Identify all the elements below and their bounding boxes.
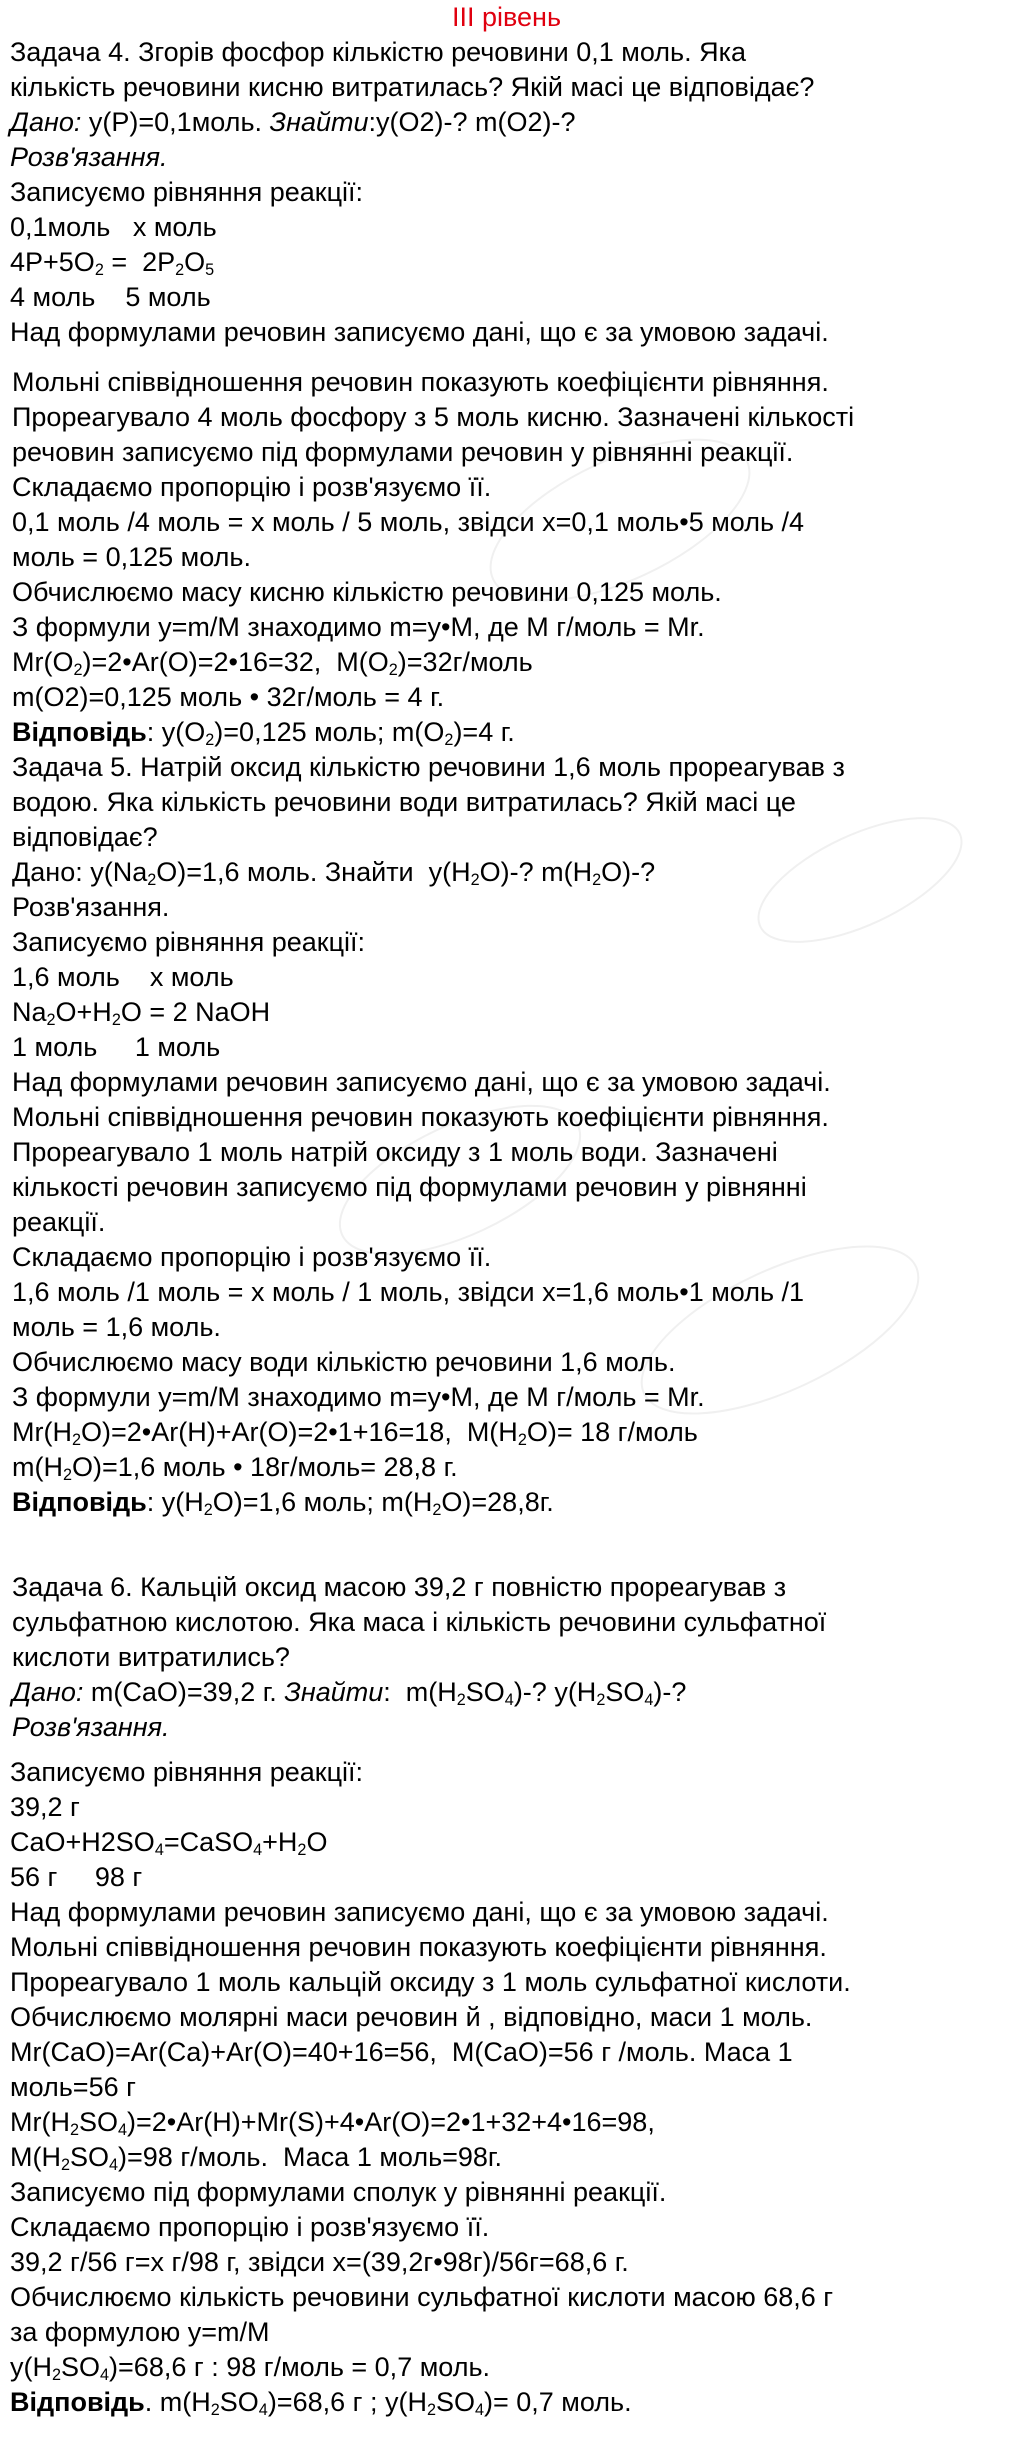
text-line: Складаємо пропорцію і розв'язуємо її. <box>12 1242 492 1272</box>
text-line: 39,2 г/56 г=х г/98 г, звідси х=(39,2г•98г)/56г=68,6 г. <box>10 2247 629 2277</box>
text-line: Прореагувало 4 моль фосфору з 5 моль кисню. Зазначені кількості <box>12 402 855 432</box>
text-line: $Mr(H_2O)=2•Ar(H)+Ar(O)=2•1+16=18$, $M(H_2O)= 18$ г/моль <box>12 1417 698 1450</box>
text-line: $y(H_2SO_4)=68,6$ г : 98 г/моль = 0,7 моль. <box>10 2352 491 2385</box>
text-line: З формули y=m/M знаходимо m=y•M, де M г/моль = Mr. <box>12 1382 705 1412</box>
text-line: Розв'язання. <box>12 1712 170 1742</box>
text-line: Задача 4. Згорів фосфор кількістю речовини 0,1 моль. Яка <box>10 37 746 67</box>
text-line: $CaO+H2SO_4=CaSO_4+H_2O$ <box>10 1827 328 1860</box>
text-line: Записуємо під формулами сполук у рівнянні реакції. <box>10 2177 667 2207</box>
text-line: Прореагувало 1 моль кальцій оксиду з 1 моль сульфатної кислоти. <box>10 1967 851 1997</box>
text-line: Прореагувало 1 моль натрій оксиду з 1 моль води. Зазначені <box>12 1137 778 1167</box>
text-line: 4 моль 5 моль <box>10 282 211 312</box>
text-line: Відповідь. $m(H_2SO_4)=68,6$ г ; $y(H_2SO_4)= 0,7$ моль. <box>10 2387 632 2420</box>
text-line: Обчислюємо масу кисню кількістю речовини 0,125 моль. <box>12 577 722 607</box>
text-line: Відповідь: $y(H_2O)=1,6$ моль; $m(H_2O)=28,8г$. <box>12 1487 554 1520</box>
text-line: $4P+5O_2 = 2P_2O_5$ <box>10 247 215 280</box>
text-line: реакції. <box>12 1207 106 1237</box>
text-line: речовин записуємо під формулами речовин у рівнянні реакції. <box>12 437 794 467</box>
text-line: водою. Яка кількість речовини води витратилась? Якій масі це <box>12 787 796 817</box>
text-line: 1,6 моль /1 моль = x моль / 1 моль, звідси х=1,6 моль•1 моль /1 <box>12 1277 805 1307</box>
text-line: кількості речовин записуємо під формулами речовин у рівнянні <box>12 1172 807 1202</box>
text-line: Мольні співвідношення речовин показують коефіцієнти рівняння. <box>12 1102 829 1132</box>
text-line: 1,6 моль x моль <box>12 962 234 992</box>
text-line: Розв'язання. <box>10 142 168 172</box>
text-line: $M(H_2SO_4)=98$ г/моль. Маса 1 моль=98г. <box>10 2142 502 2175</box>
text-line: сульфатною кислотою. Яка маса і кількість речовини сульфатної <box>12 1607 827 1637</box>
text-line: $Mr(O_2)=2•Ar(O)=2•16=32$, $M(O_2)=32г$/моль <box>12 647 533 680</box>
text-line: Складаємо пропорцію і розв'язуємо її. <box>12 472 492 502</box>
text-line: Мольні співвідношення речовин показують коефіцієнти рівняння. <box>12 367 829 397</box>
text-line: Дано: y(P)=0,1моль. Знайти:y(O2)-? m(O2)-? <box>10 107 576 137</box>
text-line: Обчислюємо масу води кількістю речовини 1,6 моль. <box>12 1347 676 1377</box>
text-line: Задача 6. Кальцій оксид масою 39,2 г повністю прореагував з <box>12 1572 787 1602</box>
text-line: Обчислюємо кількість речовини сульфатної кислоти масою 68,6 г <box>10 2282 834 2312</box>
text-line: $m(H_2O)=1,6$ моль • 18г/моль= 28,8 г. <box>12 1452 458 1485</box>
text-line: моль = 0,125 моль. <box>12 542 251 572</box>
text-line: Записуємо рівняння реакції: <box>12 927 366 957</box>
text-line: Задача 5. Натрій оксид кількістю речовини 1,6 моль прореагував з <box>12 752 845 782</box>
text-line: 56 г 98 г <box>10 1862 143 1892</box>
text-line: З формули y=m/M знаходимо m=y•M, де M г/моль = Mr. <box>12 612 705 642</box>
text-line: m(O2)=0,125 моль • 32г/моль = 4 г. <box>12 682 445 712</box>
text-line: Відповідь: $y(O_2)=0,125$ моль; $m(O_2)=4$ г. <box>12 717 515 750</box>
text-line: кислоти витратились? <box>12 1642 290 1672</box>
text-line: Над формулами речовин записуємо дані, що є за умовою задачі. <box>10 1897 829 1927</box>
text-line: Над формулами речовин записуємо дані, що є за умовою задачі. <box>12 1067 831 1097</box>
text-line: Дано: m(CaO)=39,2 г. Знайти: $m(H_2SO_4)-$? $y(H_2SO_4)-$? <box>12 1677 687 1710</box>
text-line: Mr(CaO)=Ar(Ca)+Ar(O)=40+16=56, M(CaO)=56 г /моль. Маса 1 <box>10 2037 793 2067</box>
text-line: Записуємо рівняння реакції: <box>10 177 364 207</box>
text-line: $Na_2O+H_2O = 2$ NaOH <box>12 997 271 1030</box>
text-line: 1 моль 1 моль <box>12 1032 221 1062</box>
text-line: Дано: $y(Na_2O)=1,6$ моль. Знайти $y(H_2O)-$? $m(H_2O)-$? <box>12 857 656 890</box>
text-line: Над формулами речовин записуємо дані, що є за умовою задачі. <box>10 317 829 347</box>
text-line: Розв'язання. <box>12 892 170 922</box>
text-line: Записуємо рівняння реакції: <box>10 1757 364 1787</box>
text-line: Складаємо пропорцію і розв'язуємо її. <box>10 2212 490 2242</box>
text-line: Мольні співвідношення речовин показують коефіцієнти рівняння. <box>10 1932 827 1962</box>
text-line: за формулою y=m/M <box>10 2317 270 2347</box>
text-line: 0,1моль x моль <box>10 212 217 242</box>
text-line: 39,2 г <box>10 1792 80 1822</box>
text-line: 0,1 моль /4 моль = x моль / 5 моль, звідси х=0,1 моль•5 моль /4 <box>12 507 805 537</box>
text-line: відповідає? <box>12 822 158 852</box>
page-heading: III рівень <box>451 2 562 32</box>
text-line: моль = 1,6 моль. <box>12 1312 221 1342</box>
text-line: моль=56 г <box>10 2072 136 2102</box>
text-line: кількість речовини кисню витратилась? Якій масі це відповідає? <box>10 72 815 102</box>
text-line: Обчислюємо молярні маси речовин й , відповідно, маси 1 моль. <box>10 2002 813 2032</box>
text-line: $Mr(H_2SO_4)=2•Ar(H)+Mr(S)+4•Ar(O)=2•1+32+4•16=98$, <box>10 2107 655 2140</box>
